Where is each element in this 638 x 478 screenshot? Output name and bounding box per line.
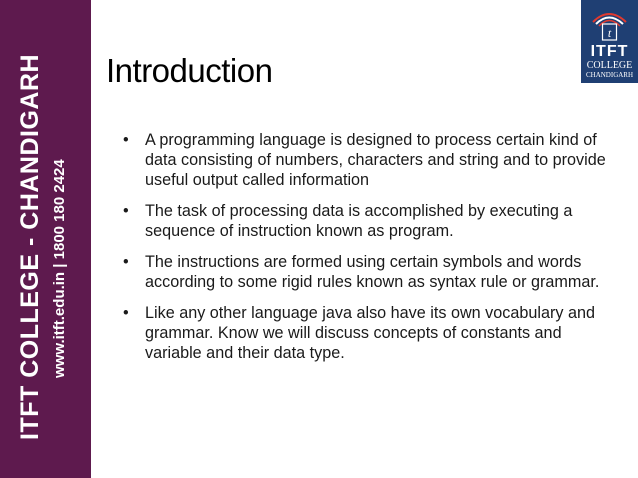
- bullet-icon: •: [123, 131, 129, 149]
- bullet-item: [123, 201, 618, 241]
- sidebar: [0, 0, 91, 478]
- bullet-item: [123, 130, 618, 190]
- logo-emblem-icon: [581, 0, 638, 42]
- bullet-text: A programming language is designed to process certain kind of data consisting of numbers, characters and string and to provide useful output called information: [145, 131, 606, 189]
- sidebar-contact: www.itft.edu.in | 1800 180 2424: [51, 159, 68, 378]
- bullet-text: The task of processing data is accomplished by executing a sequence of instruction known as program.: [145, 202, 573, 240]
- bullet-item: [123, 252, 618, 292]
- college-logo: [581, 0, 638, 83]
- logo-name: ITFT: [590, 43, 629, 60]
- bullet-icon: •: [123, 202, 129, 220]
- sidebar-title: ITFT COLLEGE - CHANDIGARH: [16, 53, 44, 440]
- svg-text:t: t: [607, 26, 612, 40]
- bullet-icon: •: [123, 304, 129, 322]
- slide-title: Introduction: [106, 52, 273, 89]
- bullet-icon: •: [123, 253, 129, 271]
- bullet-text: The instructions are formed using certain symbols and words according to some rigid rules known as syntax rule or grammar.: [145, 253, 600, 291]
- bullet-list: [123, 130, 618, 374]
- logo-college: COLLEGE: [586, 60, 633, 71]
- bullet-text: Like any other language java also have its own vocabulary and grammar. Know we will discuss concepts of constants and variable and their data type.: [145, 304, 595, 362]
- bullet-item: [123, 303, 618, 363]
- logo-city: CHANDIGARH: [585, 71, 634, 79]
